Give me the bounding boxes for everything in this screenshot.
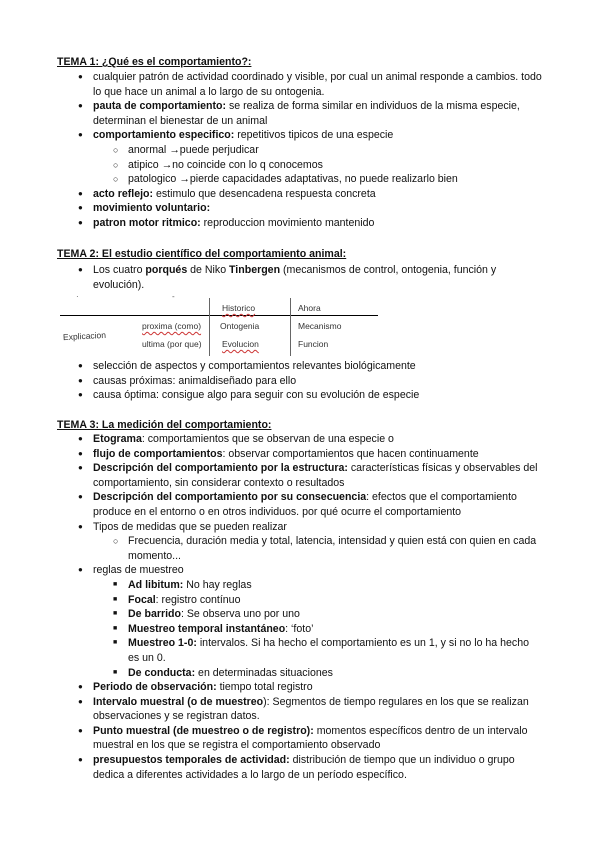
table-cell: Evolucion xyxy=(222,339,259,349)
list-item: ● selección de aspectos y comportamientos relevantes biológicamente xyxy=(93,359,543,374)
sublist-item: ○ patologico →pierde capacidades adaptativas, no puede realizarlo bien xyxy=(128,172,543,187)
table-row-label: Explicacion xyxy=(62,329,107,343)
sublist xyxy=(93,534,543,563)
sublist-item: ■ Muestreo 1-0: intervalos. Si ha hecho el comportamiento es un 1, y si no lo ha hecho es un 0. xyxy=(128,636,543,665)
sublist-item: ○ Frecuencia, duración media y total, latencia, intensidad y quien está con quien en cada momento... xyxy=(128,534,543,563)
stray-mark: · xyxy=(76,292,79,301)
sampling-rules-list xyxy=(93,578,543,680)
stray-mark: - xyxy=(172,292,175,301)
list-item: ● causas próximas: animaldiseñado para ello xyxy=(93,374,543,389)
list-item: ● comportamiento especifico: repetitivos tipicos de una especie ○ anormal →puede perjudicar ○ atipico →no coincide con lo q conocemos ○ patologico →pierde capacidades adaptativas, no puede realizarlo bien xyxy=(93,128,543,186)
tema2-heading: TEMA 2: El estudio científico del comportamiento animal: xyxy=(57,248,347,260)
tema1-heading: TEMA 1: ¿Qué es el comportamiento?: xyxy=(57,56,252,68)
list-item: ● Periodo de observación: tiempo total registro xyxy=(93,680,543,695)
table-cell: Mecanismo xyxy=(298,321,342,331)
list-item: ● Intervalo muestral (o de muestreo): Segmentos de tiempo regulares en los que se realizan observaciones y se registran datos. xyxy=(93,695,543,724)
table-cell: ultima (por que) xyxy=(142,339,202,349)
list-item: ● pauta de comportamiento: se realiza de forma similar en individuos de la misma especie, determinan el bienestar de un animal xyxy=(93,99,543,128)
table-divider xyxy=(60,315,378,316)
tema3-heading: TEMA 3: La medición del comportamiento: xyxy=(57,419,272,431)
sublist xyxy=(93,143,543,187)
tema2-list-cont xyxy=(93,359,543,403)
tema2-list xyxy=(93,263,543,292)
table-cell: Funcion xyxy=(298,339,329,349)
table-divider xyxy=(290,298,291,356)
table-header-ahora: Ahora xyxy=(298,303,321,313)
sublist-item: ■ Focal: registro contínuo xyxy=(128,593,543,608)
table-divider xyxy=(209,298,210,356)
list-item: ● Descripción del comportamiento por su consecuencia: efectos que el comportamiento produce en el entorno o en otros individuos. por qué ocurre el comportamiento xyxy=(93,490,543,519)
sublist-item: ■ Muestreo temporal instantáneo: ‘foto’ xyxy=(128,622,543,637)
list-item: ● patron motor ritmico: reproduccion movimiento mantenido xyxy=(93,216,543,231)
sublist-item: ○ anormal →puede perjudicar xyxy=(128,143,543,158)
list-item: ● presupuestos temporales de actividad: distribución de tiempo que un individuo o grupo dedica a diferentes actividades a lo largo de un período específico. xyxy=(93,753,543,782)
list-item: ● flujo de comportamientos: observar comportamientos que hacen continuamente xyxy=(93,447,543,462)
list-item: ● cualquier patrón de actividad coordinado y visible, por cual un animal responde a cambios. todo lo que hace un animal a lo largo de su ontogenia. xyxy=(93,70,543,99)
table-cell: Ontogenia xyxy=(220,321,260,331)
list-item: ● Descripción del comportamiento por la estructura: características físicas y observables del comportamiento, sin considerar contexto o resultados xyxy=(93,461,543,490)
list-item: ● Punto muestral (de muestreo o de registro): momentos específicos dentro de un intervalo muestral en los que se registra el comportamiento observado xyxy=(93,724,543,753)
list-item: ● acto reflejo: estimulo que desencadena respuesta concreta xyxy=(93,187,543,202)
list-item: ● reglas de muestreo ■ Ad libitum: No hay reglas ■ Focal: registro contínuo ■ De barrido: Se observa uno por uno ■ Muestreo temporal instantáneo: ‘foto’ ■ Muestreo 1-0: intervalos. Si ha hecho el comportamiento es un 1, y si no lo ha hecho es un 0. ■ De conducta: en determinadas situaciones xyxy=(93,563,543,680)
list-item: ● movimiento voluntario: xyxy=(93,201,543,216)
sublist-item: ■ De conducta: en determinadas situaciones xyxy=(128,666,543,681)
list-item: ● Tipos de medidas que se pueden realizar ○ Frecuencia, duración media y total, latencia, intensidad y quien está con quien en cada momento... xyxy=(93,520,543,564)
list-item: ● Etograma: comportamientos que se observan de una especie o xyxy=(93,432,543,447)
sublist-item: ■ Ad libitum: No hay reglas xyxy=(128,578,543,593)
tema3-list xyxy=(93,432,543,782)
table-header-historico: Historico xyxy=(222,303,256,313)
sublist-item: ○ atipico →no coincide con lo q conocemos xyxy=(128,158,543,173)
sublist-item: ■ De barrido: Se observa uno por uno xyxy=(128,607,543,622)
tema1-list xyxy=(93,70,543,231)
table-cell: proxima (como) xyxy=(142,321,202,331)
list-item: ● Los cuatro porqués de Niko Tinbergen (mecanismos de control, ontogenia, función y evolución). xyxy=(93,263,543,292)
list-item: ● causa óptima: consigue algo para seguir con su evolución de especie xyxy=(93,388,543,403)
